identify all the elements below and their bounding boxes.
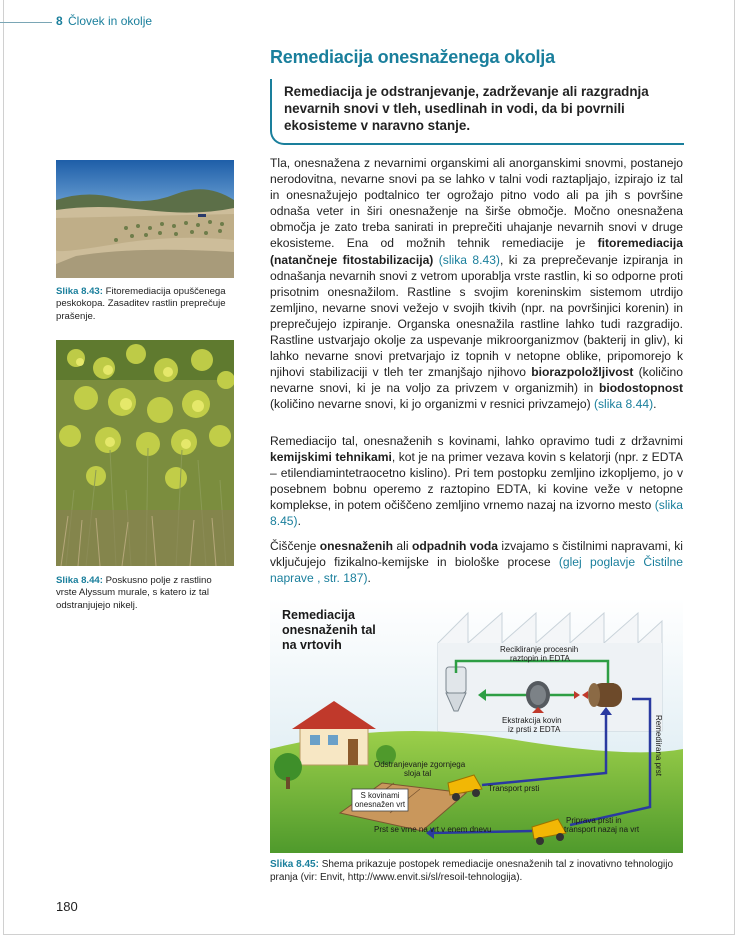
photo-alyssum-field xyxy=(56,340,234,566)
chapter-reference[interactable]: (glej poglavje Čistilne naprave , str. 187) xyxy=(270,555,683,586)
text: , ki za preprečevanje izpiranja in odnašanja nevarnih snovi z vetrom uporablja vrste rastlin, ki so odporne proti prisotnim onesnažilom. Rastline s svojim koreninskim sistemom utrdijo zemljino, nevarne snovi vežejo v svojih tkivih (npr. na površinjici korenin) in preprečujejo izpiranje. Organska onesnažila rastline lahko tudi razgradijo. Rastline ustvarjajo okolje za uspevanje mikroorganizmov (bakterij in gliv), ki lahko nevarne snovi pretvarjajo iz topnih v netopne oblike, pripomorejo k njihovi stabilizaciji v tleh ter zmanjšajo njihovo xyxy=(270,252,683,380)
paragraph-1 xyxy=(270,155,683,413)
diagram-title-line-3: na vrtovih xyxy=(282,638,342,652)
caption-text: Poskusno polje z rastlino vrste Alyssum murale, s katero iz tal odstranjujejo nikelj. xyxy=(56,575,212,611)
figure-reference[interactable]: (slika 8.45) xyxy=(270,498,683,529)
caption-figure-8-43 xyxy=(56,286,234,323)
text: Čiščenje xyxy=(270,539,320,553)
running-head xyxy=(0,12,250,34)
section-title: Remediacija onesnaženega okolja xyxy=(270,47,555,67)
paragraph-3 xyxy=(270,538,683,586)
running-head-rule xyxy=(0,22,52,23)
label-transport: Transport prsti xyxy=(488,784,540,793)
intro-box xyxy=(270,79,684,145)
caption-label: Slika 8.45: xyxy=(270,859,319,870)
text: Remediacijo tal, onesnaženih s kovinami, lahko opravimo tudi z državnimi xyxy=(270,434,683,448)
text: . xyxy=(653,397,657,412)
caption-label: Slika 8.43: xyxy=(56,286,103,297)
diagram-title-line-1: Remediacija xyxy=(282,608,355,622)
diagram-title-line-2: onesnaženih tal xyxy=(282,623,376,637)
label-prepare-1: Priprava prsti in xyxy=(566,816,622,825)
paragraph-2 xyxy=(270,433,683,530)
figure-reference[interactable]: (slika 8.43) xyxy=(438,252,500,267)
label-extract-1: Ekstrakcija kovin xyxy=(502,716,562,725)
page-number: 180 xyxy=(56,899,78,914)
label-remediated: Remediirana prst xyxy=(654,715,663,776)
chapter-title: Človek in okolje xyxy=(68,14,153,28)
text: ali xyxy=(393,539,412,553)
photo-sand-quarry xyxy=(56,160,234,278)
label-return: Prst se vrne na vrt v enem dnevu xyxy=(374,825,492,834)
text: Tla, onesnažena z nevarnimi organskimi ali anorganskimi snovmi, postanejo nerodovitna, nevarne snovi pa se lahko v talni vodi raztapljajo, izpirajo iz tal in onesnažujejo podtalnico ter ogrožajo pitno vodo ali pa jih s površine odnaša veter in širi onesnaženje na širše območje. Močno onesnažena območja je zato treba sanirati in preprečiti uhajanje nevarnih snovi v druge ekosisteme. Ena od možnih tehnik remediacije je xyxy=(270,156,683,251)
term: fitoremediacija (natančneje fitostabilizacija) xyxy=(270,236,683,267)
caption-figure-8-44 xyxy=(56,575,234,612)
label-remove-1: Odstranjevanje zgornjega xyxy=(374,760,466,769)
caption-label: Slika 8.44: xyxy=(56,575,103,586)
text: (količino nevarne snovi, ki je na voljo za privzem v organizmih) in xyxy=(270,365,683,396)
label-remove-2: sloja tal xyxy=(404,769,432,778)
term: odpadnih voda xyxy=(411,539,498,553)
term: biodostopnost xyxy=(599,381,683,396)
caption-figure-8-45 xyxy=(270,858,683,884)
text: izvajamo s čistilnimi napravami, ki vključujejo fizikalno-kemijske in biološke procese xyxy=(270,539,683,570)
text: . xyxy=(367,571,371,586)
figure-reference[interactable]: (slika 8.44) xyxy=(593,397,654,412)
chapter-number: 8 xyxy=(56,14,63,28)
label-contaminated-2: onesnažen vrt xyxy=(354,800,406,809)
caption-text: Shema prikazuje postopek remediacije onesnaženih tal z inovativno tehnologijo pranja (vir: Envit, http://www.envit.si/sl/resoil-tehnologija). xyxy=(270,859,674,883)
caption-text: Fitoremediacija opuščenega peskokopa. Zasaditev rastlin preprečuje prašenje. xyxy=(56,286,226,322)
intro-text: Remediacija je odstranjevanje, zadrževanje ali razgradnja nevarnih snovi v tleh, usedlinah in vodi, da bi povrnili ekosisteme v naravno stanje. xyxy=(284,84,649,133)
term: biorazpoložljivost xyxy=(531,365,634,380)
label-extract-2: iz prsti z EDTA xyxy=(508,725,561,734)
label-contaminated-1: S kovinami xyxy=(360,791,400,800)
label-recycle-2: raztopin in EDTA xyxy=(510,654,570,663)
remediation-diagram xyxy=(270,599,683,853)
label-prepare-2: transport nazaj na vrt xyxy=(564,825,640,834)
soil-drum-icon xyxy=(588,683,622,707)
wash-drum-icon xyxy=(526,681,550,709)
term: onesnaženih xyxy=(319,539,394,553)
label-recycle-1: Recikliranje procesnih xyxy=(500,645,579,654)
term: kemijskimi tehnikami xyxy=(270,450,392,465)
text: , kot je na primer vezava kovin s kelatorji (npr. z EDTA – etilendiamintetraocetno kislino). Pri tem postopku zemljino izkopljemo, jo v posebnem bobnu operemo z raztopino EDTA, ki kovine veže v netopne komplekse, in potem očiščeno zemljino vrnemo nazaj na izvorno mesto xyxy=(270,450,683,513)
text: (količino nevarne snovi, ki jo organizmi v resnici privzamejo) xyxy=(270,397,594,412)
text: . xyxy=(297,514,301,529)
